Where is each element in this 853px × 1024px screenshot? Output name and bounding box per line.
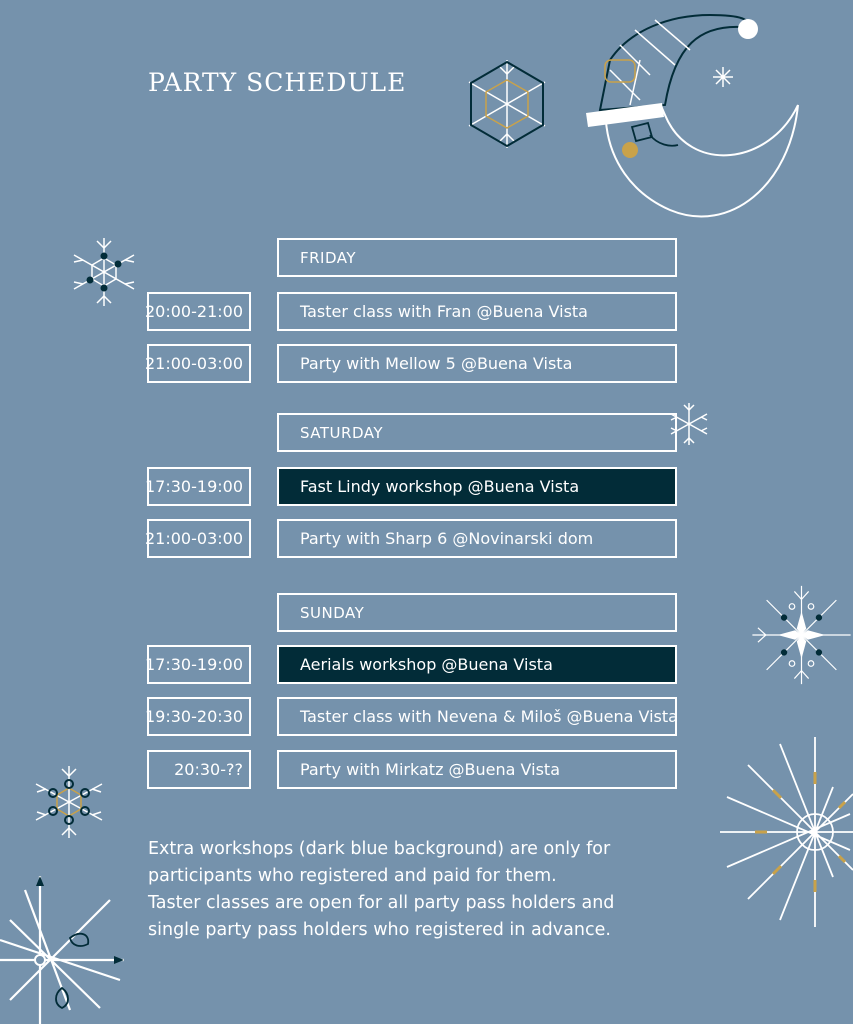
event-time: 20:00-21:00 bbox=[147, 292, 251, 331]
star-icon bbox=[712, 66, 734, 88]
info-note-line: participants who registered and paid for them. bbox=[148, 866, 557, 886]
event-time: 19:30-20:30 bbox=[147, 697, 251, 736]
event-label: Party with Mirkatz @Buena Vista bbox=[277, 750, 677, 789]
snowflake-icon bbox=[667, 401, 711, 447]
info-note-line: Extra workshops (dark blue background) are only for bbox=[148, 839, 611, 859]
moon-icon bbox=[580, 5, 810, 225]
snowflake-icon bbox=[30, 764, 108, 840]
event-label: Taster class with Nevena & Miloš @Buena Vista bbox=[277, 697, 677, 736]
event-label-extra-workshop: Fast Lindy workshop @Buena Vista bbox=[277, 467, 677, 506]
snowflake-icon bbox=[715, 735, 853, 930]
event-time: 17:30-19:00 bbox=[147, 467, 251, 506]
snowflake-icon bbox=[459, 56, 555, 152]
event-time: 20:30-?? bbox=[147, 750, 251, 789]
day-header-friday: FRIDAY bbox=[277, 238, 677, 277]
day-header-saturday: SATURDAY bbox=[277, 413, 677, 452]
snowflake-icon bbox=[0, 874, 125, 1024]
info-note-line: single party pass holders who registered in advance. bbox=[148, 920, 611, 940]
day-header-sunday: SUNDAY bbox=[277, 593, 677, 632]
event-label: Party with Mellow 5 @Buena Vista bbox=[277, 344, 677, 383]
event-label: Taster class with Fran @Buena Vista bbox=[277, 292, 677, 331]
event-time: 17:30-19:00 bbox=[147, 645, 251, 684]
info-note bbox=[148, 836, 628, 944]
event-label: Party with Sharp 6 @Novinarski dom bbox=[277, 519, 677, 558]
event-time: 21:00-03:00 bbox=[147, 519, 251, 558]
info-note-line: Taster classes are open for all party pass holders and bbox=[148, 893, 615, 913]
page-title: PARTY SCHEDULE bbox=[148, 68, 407, 97]
snowflake-icon bbox=[68, 236, 140, 308]
event-label-extra-workshop: Aerials workshop @Buena Vista bbox=[277, 645, 677, 684]
event-time: 21:00-03:00 bbox=[147, 344, 251, 383]
snowflake-icon bbox=[750, 570, 853, 700]
